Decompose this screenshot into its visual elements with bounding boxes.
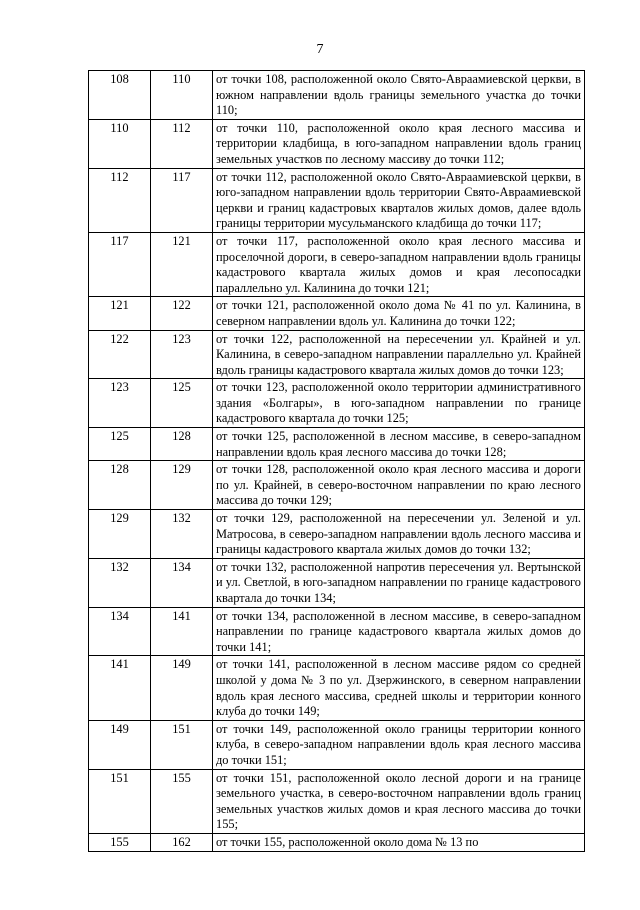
segment-description-cell: от точки 141, расположенной в лесном массиве рядом со средней школой у дома № 3 по ул. Дзержинского, в северном направлении вдоль края лесного массива, средней школы и территории конного клуба до точки 149; [213, 656, 585, 720]
segment-description-cell: от точки 117, расположенной около края лесного массива и проселочной дороги, в северо-западном направлении вдоль границы кадастрового квартала жилых домов и края лесопосадки параллельно ул. Калинина до точки 121; [213, 232, 585, 296]
table-row [89, 379, 585, 428]
to-point-cell: 128 [151, 428, 213, 461]
segment-description-cell: от точки 121, расположенной около дома № 41 по ул. Калинина, в северном направлении вдоль ул. Калинина до точки 122; [213, 297, 585, 330]
to-point-cell: 149 [151, 656, 213, 720]
segment-description-cell: от точки 122, расположенной на пересечении ул. Крайней и ул. Калинина, в северо-западном направлении параллельно ул. Крайней вдоль границы кадастрового квартала жилых домов до точки 123; [213, 330, 585, 379]
to-point-cell: 129 [151, 461, 213, 510]
to-point-cell: 125 [151, 379, 213, 428]
from-point-cell: 155 [89, 833, 151, 851]
table-row [89, 769, 585, 833]
table-row [89, 461, 585, 510]
to-point-cell: 132 [151, 510, 213, 559]
segment-description-cell: от точки 149, расположенной около границы территории конного клуба, в северо-западном направлении вдоль края лесного массива до точки 151; [213, 720, 585, 769]
from-point-cell: 108 [89, 71, 151, 120]
table-row [89, 71, 585, 120]
from-point-cell: 123 [89, 379, 151, 428]
table-row [89, 428, 585, 461]
segment-description-cell: от точки 132, расположенной напротив пересечения ул. Вертынской и ул. Светлой, в юго-западном направлении по границе кадастрового квартала до точки 134; [213, 558, 585, 607]
segment-description-cell: от точки 110, расположенной около края лесного массива и территории кладбища, в юго-западном направлении вдоль границ земельных участков по лесному массиву до точки 112; [213, 119, 585, 168]
segment-description-cell: от точки 108, расположенной около Свято-Авраамиевской церкви, в южном направлении вдоль границы земельного участка до точки 110; [213, 71, 585, 120]
to-point-cell: 123 [151, 330, 213, 379]
from-point-cell: 128 [89, 461, 151, 510]
segment-description-cell: от точки 112, расположенной около Свято-Авраамиевской церкви, в юго-западном направлении вдоль территории Свято-Авраамиевской церкви и границ кадастровых кварталов жилых домов, далее вдоль границы территории мусульманского кладбища до точки 117; [213, 168, 585, 232]
segment-description-cell: от точки 155, расположенной около дома № 13 по [213, 833, 585, 851]
from-point-cell: 110 [89, 119, 151, 168]
from-point-cell: 141 [89, 656, 151, 720]
from-point-cell: 125 [89, 428, 151, 461]
from-point-cell: 132 [89, 558, 151, 607]
table-row [89, 297, 585, 330]
to-point-cell: 155 [151, 769, 213, 833]
to-point-cell: 112 [151, 119, 213, 168]
from-point-cell: 134 [89, 607, 151, 656]
to-point-cell: 162 [151, 833, 213, 851]
to-point-cell: 122 [151, 297, 213, 330]
to-point-cell: 110 [151, 71, 213, 120]
table-row [89, 833, 585, 851]
table-row [89, 330, 585, 379]
table-row [89, 607, 585, 656]
page-number: 7 [316, 42, 324, 57]
segment-description-cell: от точки 128, расположенной около края лесного массива и дороги по ул. Крайней, в северо-восточном направлении по краю лесного массива до точки 129; [213, 461, 585, 510]
to-point-cell: 141 [151, 607, 213, 656]
table-row [89, 232, 585, 296]
to-point-cell: 117 [151, 168, 213, 232]
segment-description-cell: от точки 125, расположенной в лесном массиве, в северо-западном направлении вдоль края лесного массива до точки 128; [213, 428, 585, 461]
from-point-cell: 129 [89, 510, 151, 559]
from-point-cell: 122 [89, 330, 151, 379]
segment-description-cell: от точки 151, расположенной около лесной дороги и на границе земельного участка, в северо-восточном направлении вдоль границ земельных участков жилых домов и края лесного массива до точки 155; [213, 769, 585, 833]
to-point-cell: 151 [151, 720, 213, 769]
table-row [89, 720, 585, 769]
table-row [89, 119, 585, 168]
table-row [89, 656, 585, 720]
from-point-cell: 121 [89, 297, 151, 330]
segment-description-cell: от точки 129, расположенной на пересечении ул. Зеленой и ул. Матросова, в северо-западном направлении вдоль лесного массива и границы кадастрового квартала жилых домов до точки 132; [213, 510, 585, 559]
boundary-points-table [88, 70, 585, 852]
table-row [89, 168, 585, 232]
from-point-cell: 117 [89, 232, 151, 296]
to-point-cell: 134 [151, 558, 213, 607]
segment-description-cell: от точки 123, расположенной около территории административного здания «Болгары», в юго-западном направлении по границе кадастрового квартала до точки 125; [213, 379, 585, 428]
to-point-cell: 121 [151, 232, 213, 296]
from-point-cell: 112 [89, 168, 151, 232]
from-point-cell: 149 [89, 720, 151, 769]
segment-description-cell: от точки 134, расположенной в лесном массиве, в северо-западном направлении по границе кадастрового квартала жилых домов до точки 141; [213, 607, 585, 656]
table-row [89, 510, 585, 559]
table-row [89, 558, 585, 607]
from-point-cell: 151 [89, 769, 151, 833]
